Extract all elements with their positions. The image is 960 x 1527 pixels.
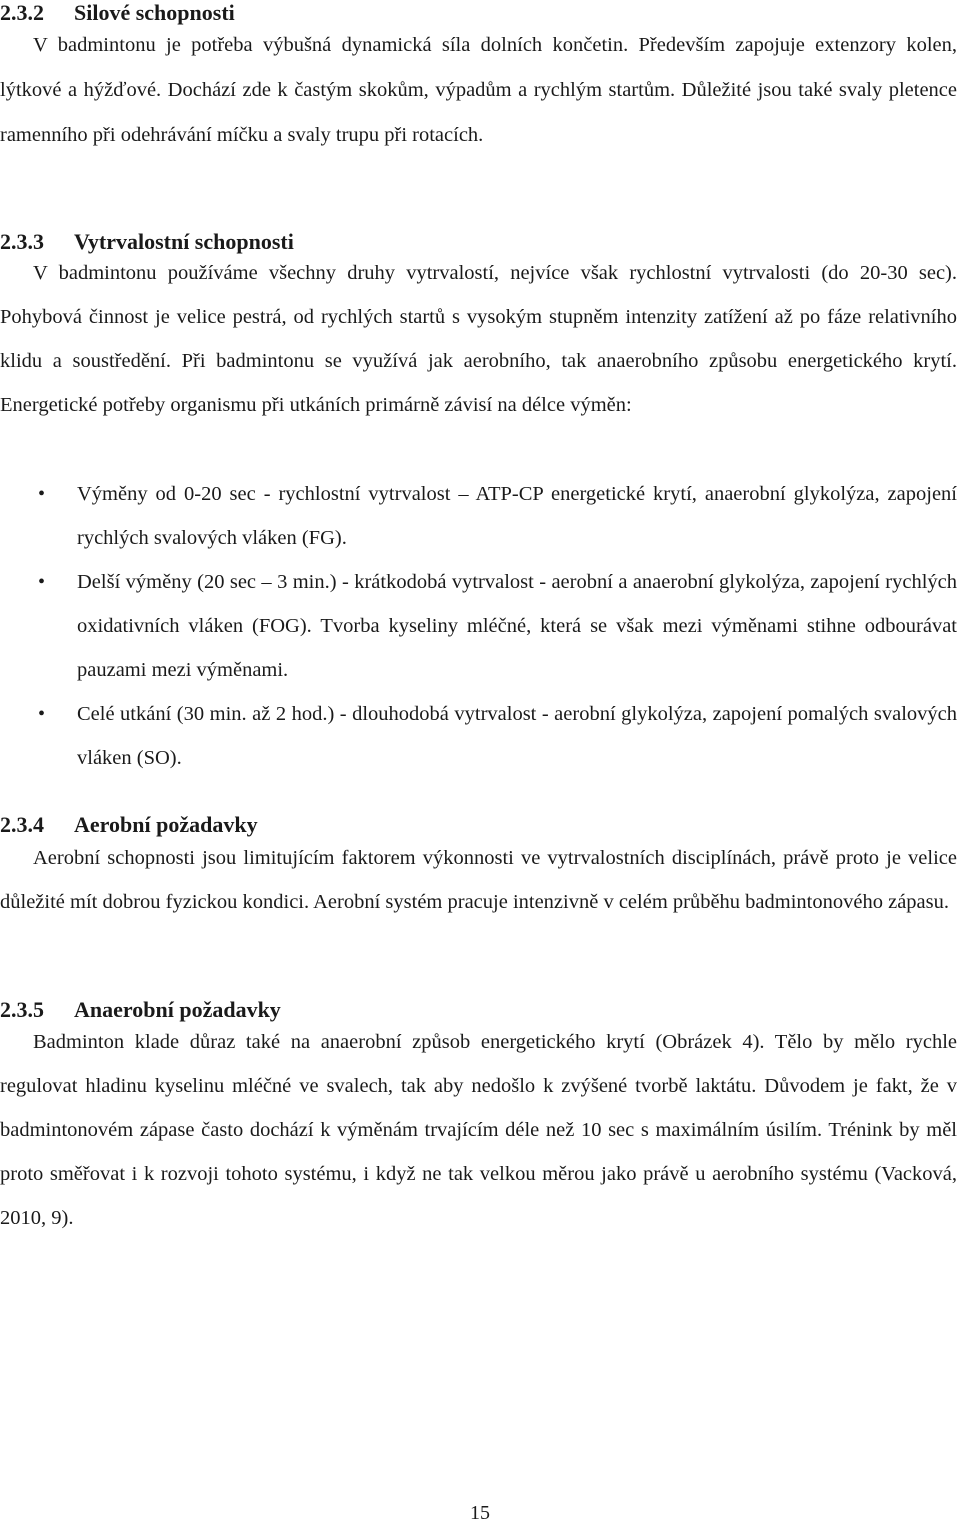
section-paragraph-2-3-3: V badmintonu používáme všechny druhy vytrvalostí, nejvíce však rychlostní vytrvalosti (do 20-30 sec). Pohybová činnost je velice pestrá, od rychlých startů s vysokým stupněm intenzity zatížení až po fáze relativního klidu a soustředění. Při badmintonu se využívá jak aerobního, tak anaerobního způsobu energetického krytí. Energetické potřeby organismu při utkáních primárně závisí na délce výměn: (0, 262, 957, 416)
section-heading-2-3-4 (0, 812, 258, 838)
section-number: 2.3.4 (0, 812, 44, 837)
section-title: Aerobní požadavky (74, 812, 258, 837)
section-title: Vytrvalostní schopnosti (74, 229, 294, 254)
section-number: 2.3.3 (0, 229, 44, 254)
section-paragraph-2-3-5: Badminton klade důraz také na anaerobní způsob energetického krytí (Obrázek 4). Tělo by mělo rychle regulovat hladinu kyselinu mléčné ve svalech, tak aby nedošlo k zvýšené tvorbě laktátu. Důvodem je fakt, že v badmintonovém zápase často dochází k výměnám trvajícím déle než 10 sec s maximálním úsilím. Trénink by měl proto směřovat i k rozvoji tohoto systému, i když ne tak velkou měrou jako právě u aerobního systému (Vacková, 2010, 9). (0, 1031, 957, 1229)
energy-bullet-list (0, 472, 957, 780)
list-item (0, 560, 957, 692)
list-item (0, 472, 957, 560)
section-title: Silové schopnosti (74, 0, 235, 25)
section-paragraph-2-3-4: Aerobní schopnosti jsou limitujícím faktorem výkonnosti ve vytrvalostních disciplínách, právě proto je velice důležité mít dobrou fyzickou kondici. Aerobní systém pracuje intenzivně v celém průběhu badmintonového zápasu. (0, 847, 957, 913)
section-paragraph-2-3-2: V badmintonu je potřeba výbušná dynamická síla dolních končetin. Především zapojuje extenzory kolen, lýtkové a hýžďové. Dochází zde k častým skokům, výpadům a rychlým startům. Důležité jsou také svaly pletence ramenního při odehrávání míčku a svaly trupu při rotacích. (0, 34, 957, 146)
list-item-text: Delší výměny (20 sec – 3 min.) - krátkodobá vytrvalost - aerobní a anaerobní glykolýza, zapojení rychlých oxidativních vláken (FOG). Tvorba kyseliny mléčné, která se však mezi výměnami stihne odbourávat pauzami mezi výměnami. (77, 571, 957, 681)
bullet-icon: • (38, 483, 46, 505)
list-item-text: Celé utkání (30 min. až 2 hod.) - dlouhodobá vytrvalost - aerobní glykolýza, zapojení pomalých svalových vláken (SO). (77, 703, 957, 769)
section-number: 2.3.5 (0, 997, 44, 1022)
page-number: 15 (470, 1502, 490, 1524)
section-number: 2.3.2 (0, 0, 44, 25)
section-title: Anaerobní požadavky (74, 997, 281, 1022)
list-item-text: Výměny od 0-20 sec - rychlostní vytrvalost – ATP-CP energetické krytí, anaerobní glykolýza, zapojení rychlých svalových vláken (FG). (77, 483, 957, 549)
bullet-icon: • (38, 571, 46, 593)
bullet-icon: • (38, 703, 46, 725)
list-item (0, 692, 957, 780)
